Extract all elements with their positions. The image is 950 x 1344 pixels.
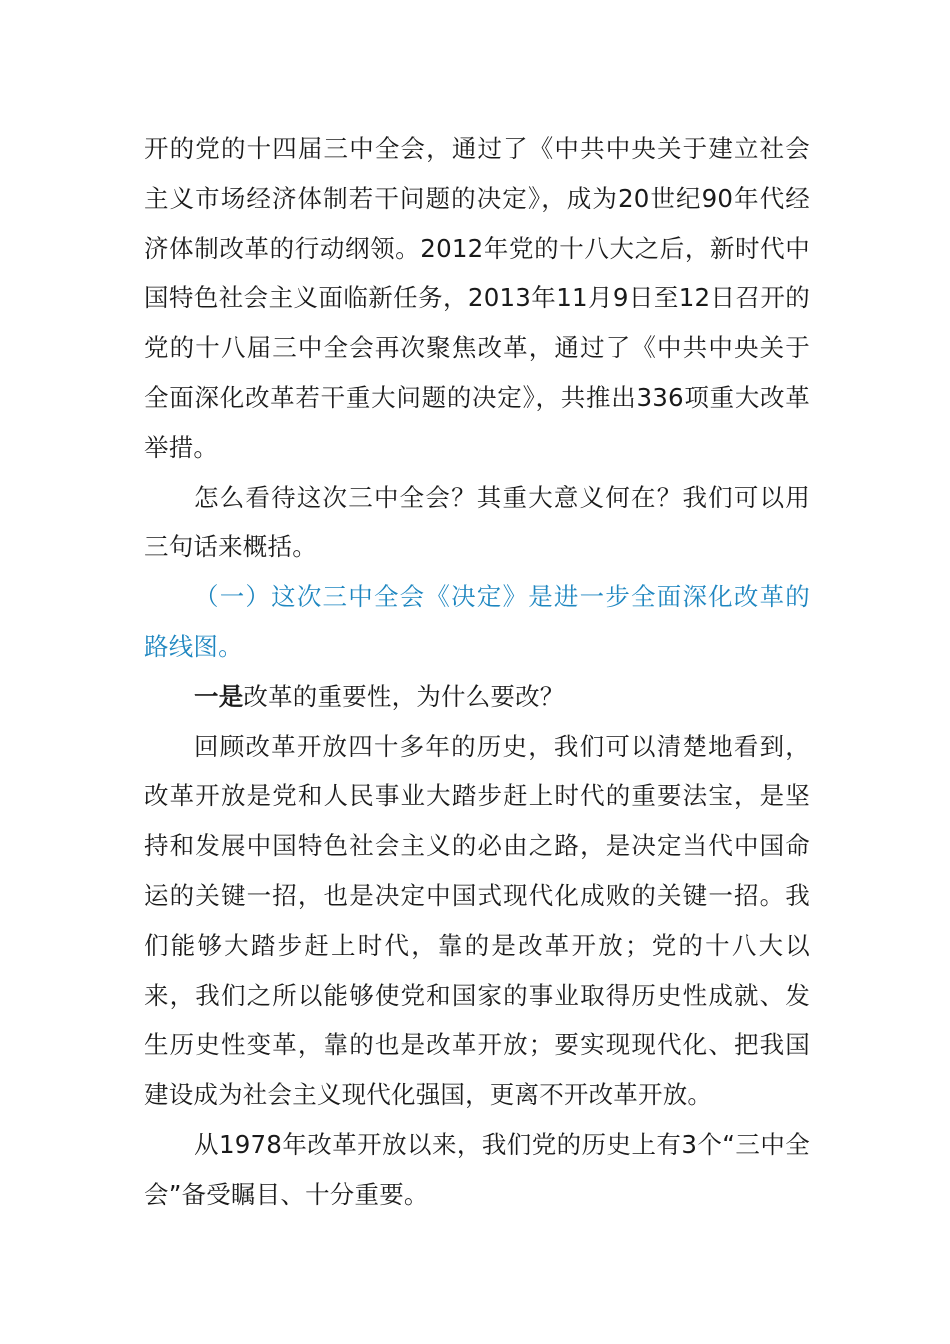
paragraph-significance-question: 怎么看待这次三中全会？其重大意义何在？我们可以用三句话来概括。: [144, 482, 810, 562]
section-heading-roadmap: （一）这次三中全会《决定》是进一步全面深化改革的路线图。: [144, 582, 810, 661]
paragraph-point-one: [144, 672, 810, 722]
paragraph-three-plenums: 从1978年改革开放以来，我们党的历史上有3个“三中全会”备受瞩目、十分重要。: [144, 1129, 810, 1209]
point-one-lead: 一是: [194, 681, 244, 711]
paragraph-reform-review: 回顾改革开放四十多年的历史，我们可以清楚地看到，改革开放是党和人民事业大踏步赶上时代的重要法宝，是坚持和发展中国特色社会主义的必由之路，是决定当代中国命运的关键一招，也是决定中国式现代化成败的关键一招。我们能够大踏步赶上时代，靠的是改革开放；党的十八大以来，我们之所以能够使党和国家的事业取得历史性成就、发生历史性变革，靠的也是改革开放；要实现现代化、把我国建设成为社会主义现代化强国，更离不开改革开放。: [144, 731, 810, 1110]
point-one-text: 改革的重要性，为什么要改？: [243, 681, 565, 711]
document-body: [144, 124, 810, 1220]
paragraph-reform-history: 开的党的十四届三中全会，通过了《中共中央关于建立社会主义市场经济体制若干问题的决定》，成为20世纪90年代经济体制改革的行动纲领。2012年党的十八大之后，新时代中国特色社会主义面临新任务，2013年11月9日至12日召开的党的十八届三中全会再次聚焦改革，通过了《中共中央关于全面深化改革若干重大问题的决定》，共推出336项重大改革举措。: [144, 134, 810, 462]
